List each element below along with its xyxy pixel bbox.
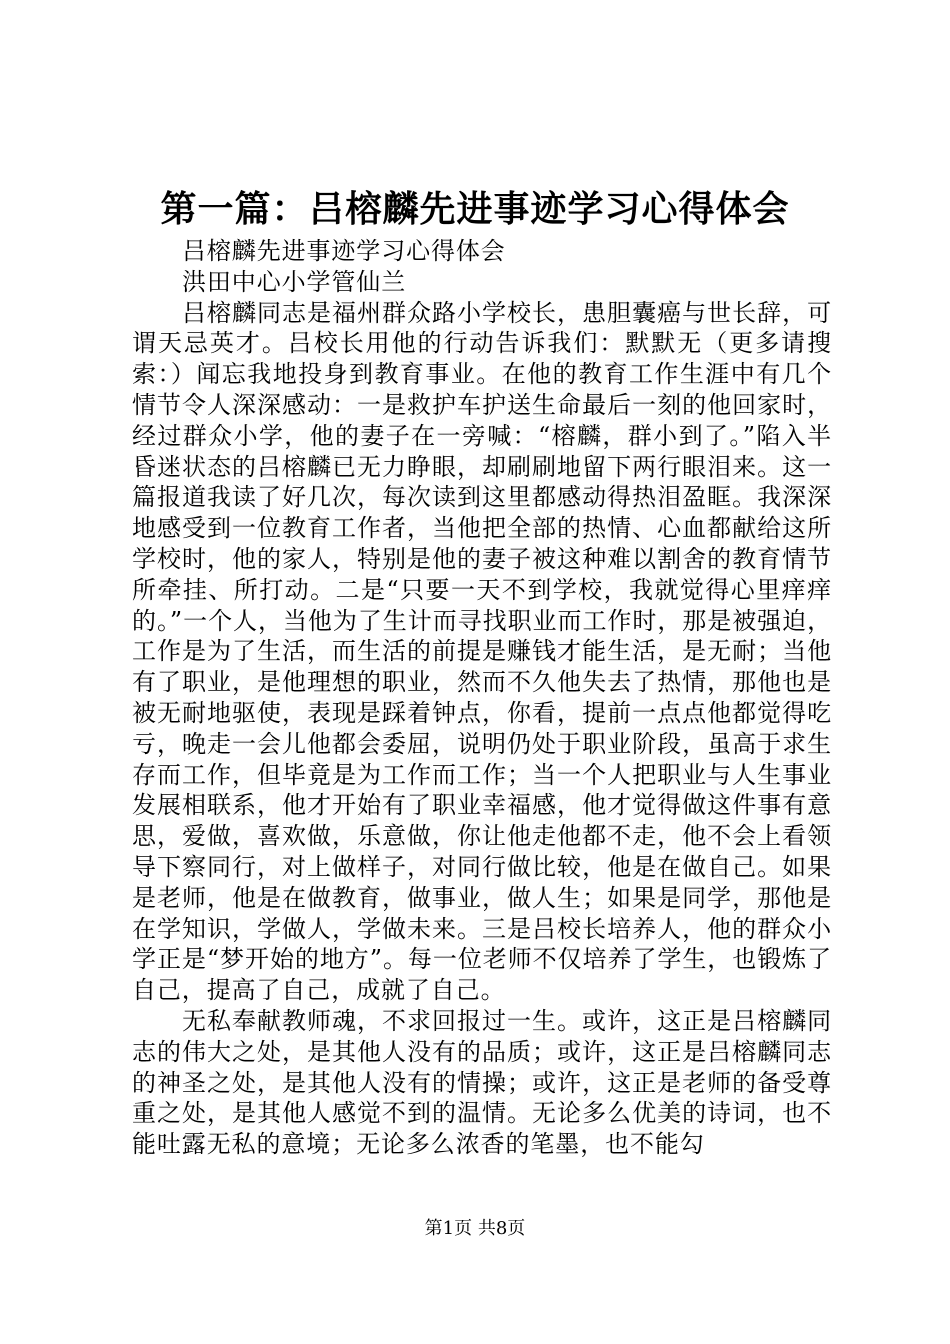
body-paragraph: 吕榕麟同志是福州群众路小学校长，患胆囊癌与世长辞，可谓天忌英才。吕校长用他的行动告诉我们：默默无（更多请搜索：）闻忘我地投身到教育事业。在他的教育工作生涯中有几个情节令人深深感动：一是救护车护送生命最后一刻的他回家时，经过群众小学，他的妻子在一旁喊：“榕麟，群小到了。”陷入半昏迷状态的吕榕麟已无力睁眼，却刷刷地留下两行眼泪来。这一篇报道我读了好几次，每次读到这里都感动得热泪盈眶。我深深地感受到一位教育工作者，当他把全部的热情、心血都献给这所学校时，他的家人，特别是他的妻子被这种难以割舍的教育情节所牵挂、所打动。二是“只要一天不到学校，我就觉得心里痒痒的。”一个人，当他为了生计而寻找职业而工作时，那是被强迫，工作是为了生活，而生活的前提是赚钱才能生活，是无耐；当他有了职业，是他理想的职业，然而不久他失去了热情，那他也是被无耐地驱使，表现是踩着钟点，你看，提前一点点他都觉得吃亏，晚走一会儿他都会委屈，说明仍处于职业阶段，虽高于求生存而工作，但毕竟是为工作而工作；当一个人把职业与人生事业发展相联系，他才开始有了职业幸福感，他才觉得做这件事有意思，爱做，喜欢做，乐意做，你让他走他都不走，他不会上看领导下察同行，对上做样子，对同行做比较，他是在做自己。如果是老师，他是在做教育，做事业，做人生；如果是同学，那他是在学知识，学做人，学做未来。三是吕校长培养人，他的群众小学正是“梦开始的地方”。每一位老师不仅培养了学生，也锻炼了自己，提高了自己，成就了自己。 — [132, 298, 832, 1005]
document-author: 洪田中心小学管仙兰 — [182, 267, 407, 296]
page-footer: 第1页 共8页 — [424, 1218, 526, 1239]
body-paragraph: 无私奉献教师魂，不求回报过一生。或许，这正是吕榕麟同志的伟大之处，是其他人没有的品质；或许，这正是吕榕麟同志的神圣之处，是其他人没有的情操；或许，这正是老师的备受尊重之处，是其他人感觉不到的温情。无论多么优美的诗词，也不能吐露无私的意境；无论多么浓香的笔墨，也不能勾 — [132, 1006, 832, 1159]
page-title: 第一篇：吕榕麟先进事迹学习心得体会 — [160, 188, 790, 230]
document-body — [132, 236, 832, 1160]
document-subtitle: 吕榕麟先进事迹学习心得体会 — [182, 237, 506, 265]
